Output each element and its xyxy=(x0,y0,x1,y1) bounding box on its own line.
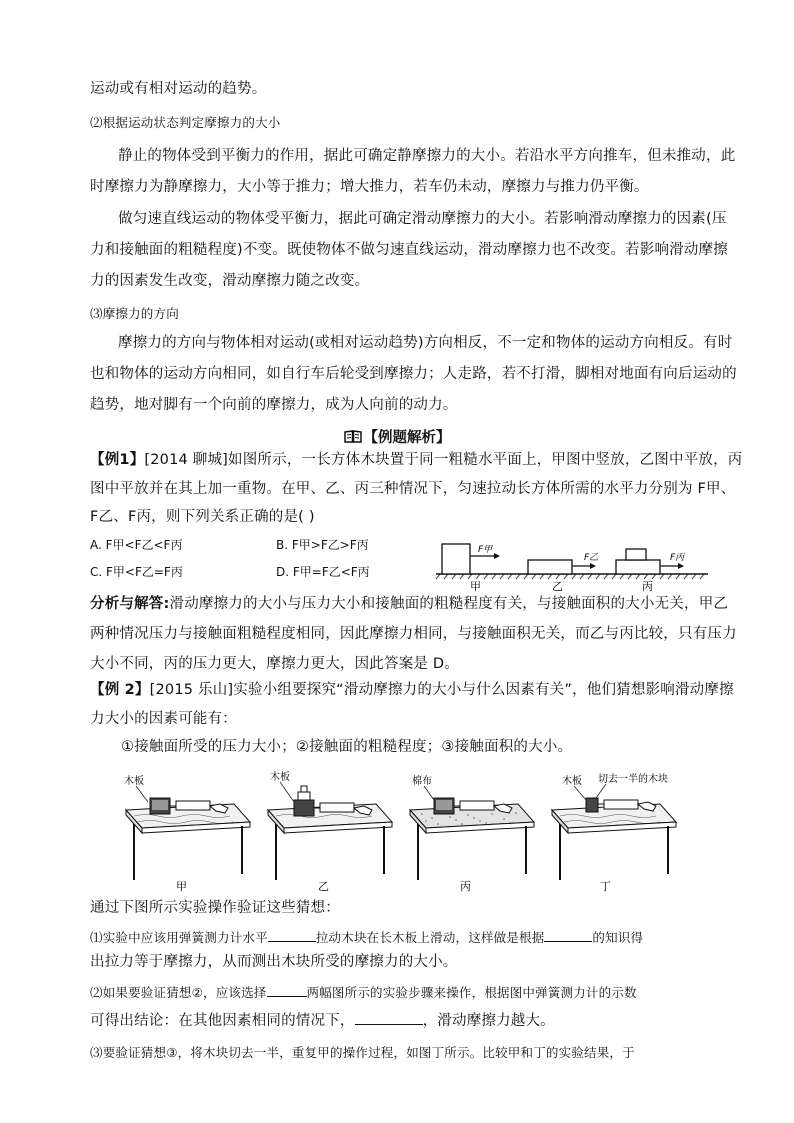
option-c: C. F甲<F乙=F丙 xyxy=(90,565,183,579)
question-1-text: 拉动木块在长木板上滑动，这样做是根据 xyxy=(315,930,545,945)
question-2-line xyxy=(90,1009,555,1031)
example2-line: 通过下图所示实验操作验证这些猜想： xyxy=(90,900,340,916)
paragraph-line: 时摩擦力为静摩擦力，大小等于推力；增大推力，若车仍未动，摩擦力与推力仍平衡。 xyxy=(90,179,649,195)
example1-tag: 【例1】 xyxy=(90,452,145,468)
answer-blank[interactable] xyxy=(544,926,592,942)
weight-bing xyxy=(626,549,646,560)
option-d: D. F甲=F乙<F丙 xyxy=(276,565,370,579)
force-label-jia: F甲 xyxy=(478,545,493,555)
answer-blank[interactable] xyxy=(355,1009,423,1025)
paragraph-line: 力的因素发生改变，滑动摩擦力随之改变。 xyxy=(90,273,370,289)
example1-line xyxy=(90,450,743,470)
question-1-text: 的知识得 xyxy=(592,930,644,945)
book-icon xyxy=(344,430,362,447)
label-board-1: 木板 xyxy=(124,776,144,787)
panel-ding xyxy=(552,798,676,880)
caption-bing: 丙 xyxy=(642,580,653,592)
analysis-line xyxy=(90,594,728,614)
force-label-bing: F丙 xyxy=(670,553,685,563)
example2-text: [2015 乐山]实验小组要探究“滑动摩擦力的大小与什么因素有关”，他们猜想影响滑动摩擦 xyxy=(149,682,734,698)
example2-tag: 【例 2】 xyxy=(90,682,150,698)
caption-yi: 乙 xyxy=(552,580,563,592)
answer-blank[interactable] xyxy=(267,981,307,997)
example1-text: [2014 聊城]如图所示，一长方体木块置于同一粗糙水平面上，甲图中竖放，乙图中平放，丙 xyxy=(144,452,743,468)
paragraph-line: 运动或有相对运动的趋势。 xyxy=(90,81,267,97)
question-1-text: ⑴实验中应该用弹簧测力计水平 xyxy=(90,930,268,945)
example2-line: 力大小的因素可能有： xyxy=(90,711,237,727)
label-board-4: 木板 xyxy=(562,776,582,787)
paragraph-line: 也和物体的运动方向相同，如自行车后轮受到摩擦力；人走路，若不打滑，脚相对地面有向后运动的 xyxy=(90,366,737,382)
caption-bing-2: 丙 xyxy=(460,880,471,892)
question-2-line xyxy=(90,981,637,1003)
analysis-tag: 分析与解答: xyxy=(90,596,170,612)
section-heading xyxy=(0,426,794,447)
analysis-line: 两种情况压力与接触面粗糙程度相同，因此摩擦力相同，与接触面积无关，而乙与丙比较，只有压力 xyxy=(90,626,737,642)
option-b: B. F甲>F乙>F丙 xyxy=(276,538,369,552)
option-a: A. F甲<F乙<F丙 xyxy=(90,538,183,552)
question-2-text: 两幅图所示的实验步骤来操作，根据图中弹簧测力计的示数 xyxy=(306,985,637,1000)
analysis-line: 大小不同，丙的压力更大，摩擦力更大，因此答案是 D。 xyxy=(90,656,459,672)
question-1-line xyxy=(90,926,643,948)
label-board-2: 木板 xyxy=(270,772,290,783)
panel-jia xyxy=(126,798,250,880)
subsection-title: ⑶摩擦力的方向 xyxy=(90,306,179,321)
question-2-text: ，滑动摩擦力越大。 xyxy=(422,1013,555,1029)
question-1-line: 出拉力等于摩擦力，从而测出木块所受的摩擦力的大小。 xyxy=(90,954,458,970)
analysis-text: 滑动摩擦力的大小与压力大小和接触面的粗糙程度有关，与接触面积的大小无关，甲乙 xyxy=(169,596,729,612)
question-3-line: ⑶要验证猜想③，将木块切去一半，重复甲的操作过程，如图丁所示。比较甲和丁的实验结果，于 xyxy=(90,1045,635,1060)
caption-jia: 甲 xyxy=(470,580,481,592)
section-heading-label: 【例题解析】 xyxy=(363,430,451,446)
example1-figure xyxy=(432,536,712,592)
paragraph-line: 力和接触面的粗糙程度)不变。既使物体不做匀速直线运动，滑动摩擦力也不改变。若影响滑动摩擦 xyxy=(90,242,728,258)
panel-bing xyxy=(410,798,534,880)
panel-yi xyxy=(268,786,392,880)
paragraph-line: 摩擦力的方向与物体相对运动(或相对运动趋势)方向相反，不一定和物体的运动方向相反。有时 xyxy=(118,335,733,351)
example1-line: F乙、F丙，则下列关系正确的是( ) xyxy=(90,509,315,525)
answer-blank[interactable] xyxy=(268,926,316,942)
paragraph-line: 静止的物体受到平衡力的作用，据此可确定静摩擦力的大小。若沿水平方向推车，但未推动，此 xyxy=(118,148,736,164)
caption-yi-2: 乙 xyxy=(318,880,329,892)
block-bing xyxy=(616,560,660,574)
example2-line: ①接触面所受的压力大小；②接触面的粗糙程度；③接触面积的大小。 xyxy=(121,739,573,755)
example1-line: 图中平放并在其上加一重物。在甲、乙、丙三种情况下，匀速拉动长方体所需的水平力分别为 F甲、 xyxy=(90,481,736,497)
caption-ding: 丁 xyxy=(600,880,611,892)
block-yi xyxy=(528,560,572,574)
example2-line xyxy=(90,680,734,700)
label-cloth: 棉布 xyxy=(412,776,432,787)
question-2-text: ⑵如果要验证猜想②，应该选择 xyxy=(90,985,267,1000)
paragraph-line: 做匀速直线运动的物体受平衡力，据此可确定滑动摩擦力的大小。若影响滑动摩擦力的因素(压 xyxy=(118,211,727,227)
caption-jia-2: 甲 xyxy=(176,880,187,892)
subsection-title: ⑵根据运动状态判定摩擦力的大小 xyxy=(90,115,281,130)
label-half-block: 切去一半的木块 xyxy=(598,774,668,785)
question-2-text: 可得出结论：在其他因素相同的情况下， xyxy=(90,1013,355,1029)
block-jia xyxy=(442,544,470,574)
ground-line xyxy=(436,574,708,579)
force-label-yi: F乙 xyxy=(584,553,599,563)
example2-figure xyxy=(112,770,692,892)
paragraph-line: 趋势，地对脚有一个向前的摩擦力，成为人向前的动力。 xyxy=(90,397,458,413)
